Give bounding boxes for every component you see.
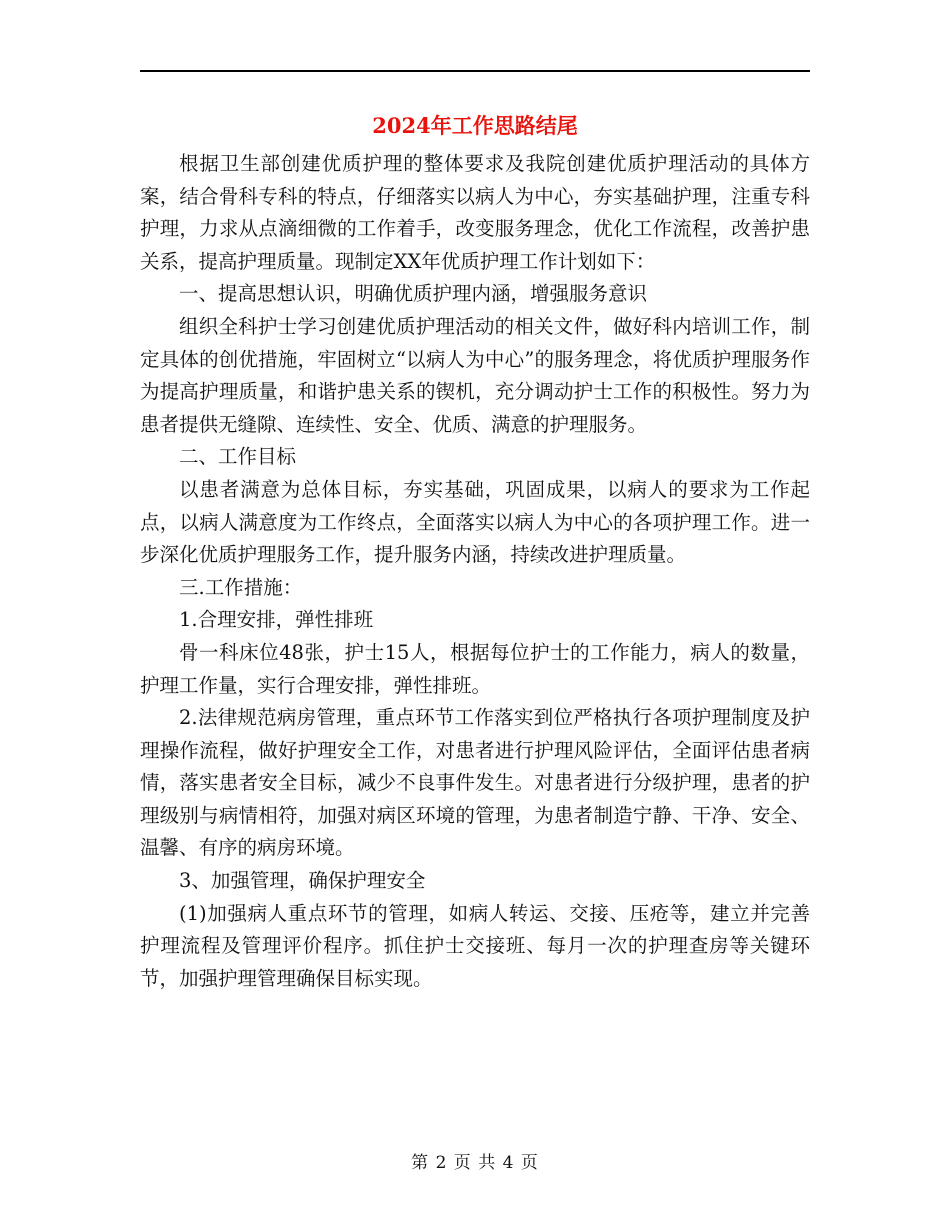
heading-2: 二、工作目标 (179, 445, 297, 469)
heading-3: 三.工作措施： (179, 575, 303, 599)
paragraph-3-2: 2.法律规范病房管理，重点环节工作落实到位严格执行各项护理制度及护理操作流程，做好护理安全工作，对患者进行护理风险评估，全面评估患者病情，落实患者安全目标，减少不良事件发生。对患者进行分级护理，患者的护理级别与病情相符，加强对病区环境的管理，为患者制造宁静、干净、安全、温馨、有序的病房环境。 (140, 706, 810, 860)
header-rule (140, 70, 810, 72)
page-footer: 第 2 页 共 4 页 (411, 1153, 539, 1173)
paragraph-3-1: 骨一科床位48张，护士15人，根据每位护士的工作能力，病人的数量，护理工作量，实行合理安排，弹性排班。 (140, 640, 810, 697)
document-title: 2024年工作思路结尾 (372, 113, 578, 138)
paragraph-3-3-1: (1)加强病人重点环节的管理，如病人转运、交接、压疮等，建立并完善护理流程及管理评价程序。抓住护士交接班、每月一次的护理查房等关键环节，加强护理管理确保目标实现。 (140, 901, 810, 990)
paragraph-2: 以患者满意为总体目标，夯实基础，巩固成果，以病人的要求为工作起点，以病人满意度为工作终点，全面落实以病人为中心的各项护理工作。进一步深化优质护理服务工作，提升服务内涵，持续改进护理质量。 (140, 477, 810, 567)
subheading-3-1: 1.合理安排，弹性排班 (179, 608, 374, 632)
paragraph-1: 组织全科护士学习创建优质护理活动的相关文件，做好科内培训工作，制定具体的创优措施，牢固树立“以病人为中心”的服务理念，将优质护理服务作为提高护理质量，和谐护患关系的锲机，充分调动护士工作的积极性。努力为患者提供无缝隙、连续性、安全、优质、满意的护理服务。 (140, 314, 810, 436)
subheading-3-3: 3、加强管理，确保护理安全 (179, 869, 426, 893)
document-body (140, 148, 810, 995)
heading-1: 一、提高思想认识，明确优质护理内涵，增强服务意识 (179, 282, 648, 306)
paragraph-intro: 根据卫生部创建优质护理的整体要求及我院创建优质护理活动的具体方案，结合骨科专科的特点，仔细落实以病人为中心，夯实基础护理，注重专科护理，力求从点滴细微的工作着手，改变服务理念，优化工作流程，改善护患关系，提高护理质量。现制定XX年优质护理工作计划如下： (140, 152, 810, 273)
